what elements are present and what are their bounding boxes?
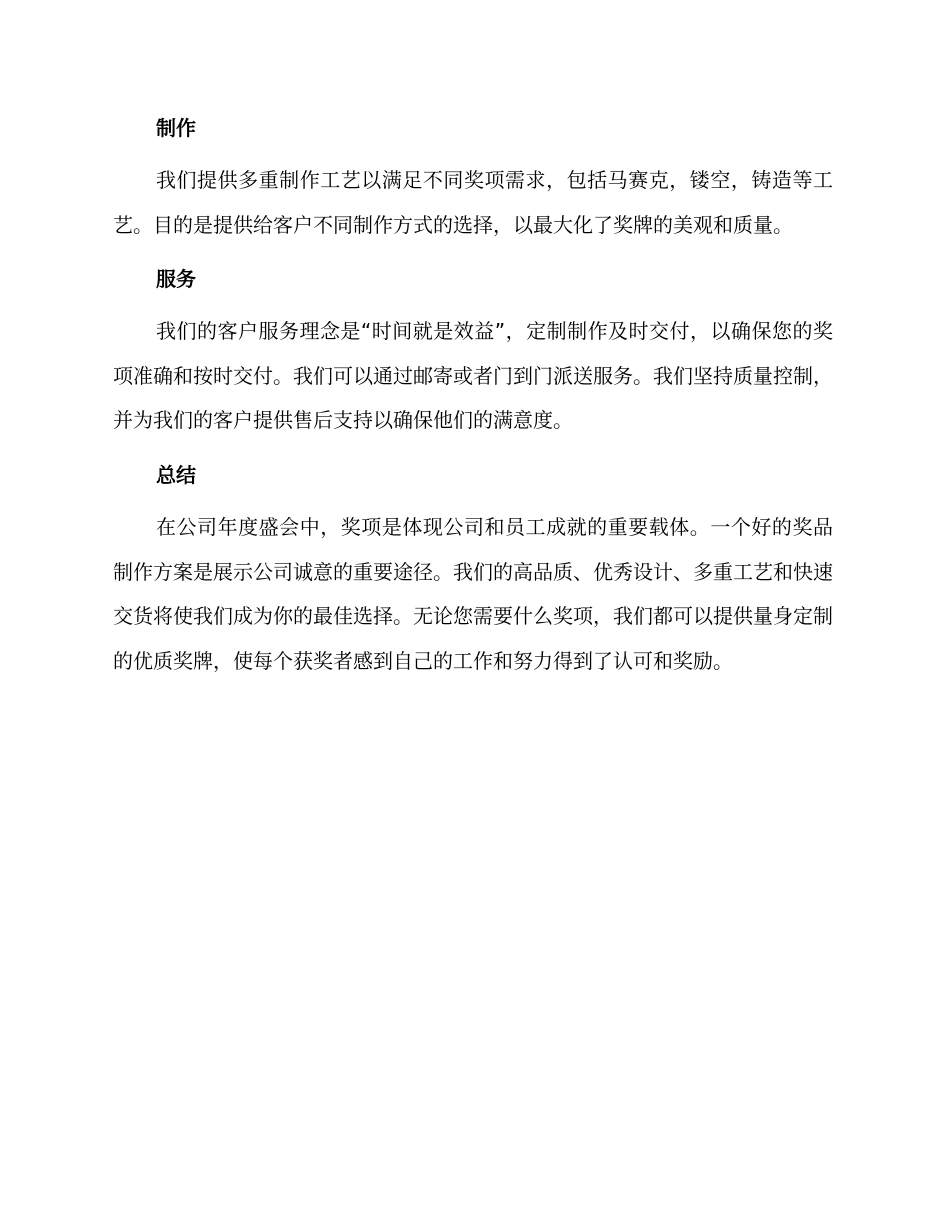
section-summary [113,457,833,683]
section-body-summary: 在公司年度盛会中，奖项是体现公司和员工成就的重要载体。一个好的奖品制作方案是展示公司诚意的重要途径。我们的高品质、优秀设计、多重工艺和快速交货将使我们成为你的最佳选择。无论您需要什么奖项，我们都可以提供量身定制的优质奖牌，使每个获奖者感到自己的工作和努力得到了认可和奖励。 [113,514,833,673]
section-heading-production: 制作 [156,116,196,140]
section-body-service: 我们的客户服务理念是“时间就是效益”，定制制作及时交付，以确保您的奖项准确和按时交付。我们可以通过邮寄或者门到门派送服务。我们坚持质量控制，并为我们的客户提供售后支持以确保他们的满意度。 [113,319,833,433]
section-heading-service: 服务 [156,267,196,292]
section-production [113,110,833,247]
document-content [113,110,833,697]
section-heading-summary: 总结 [156,462,196,487]
section-body-production: 我们提供多重制作工艺以满足不同奖项需求，包括马赛克，镂空，铸造等工艺。目的是提供给客户不同制作方式的选择，以最大化了奖牌的美观和质量。 [113,168,833,237]
section-service [113,261,833,443]
